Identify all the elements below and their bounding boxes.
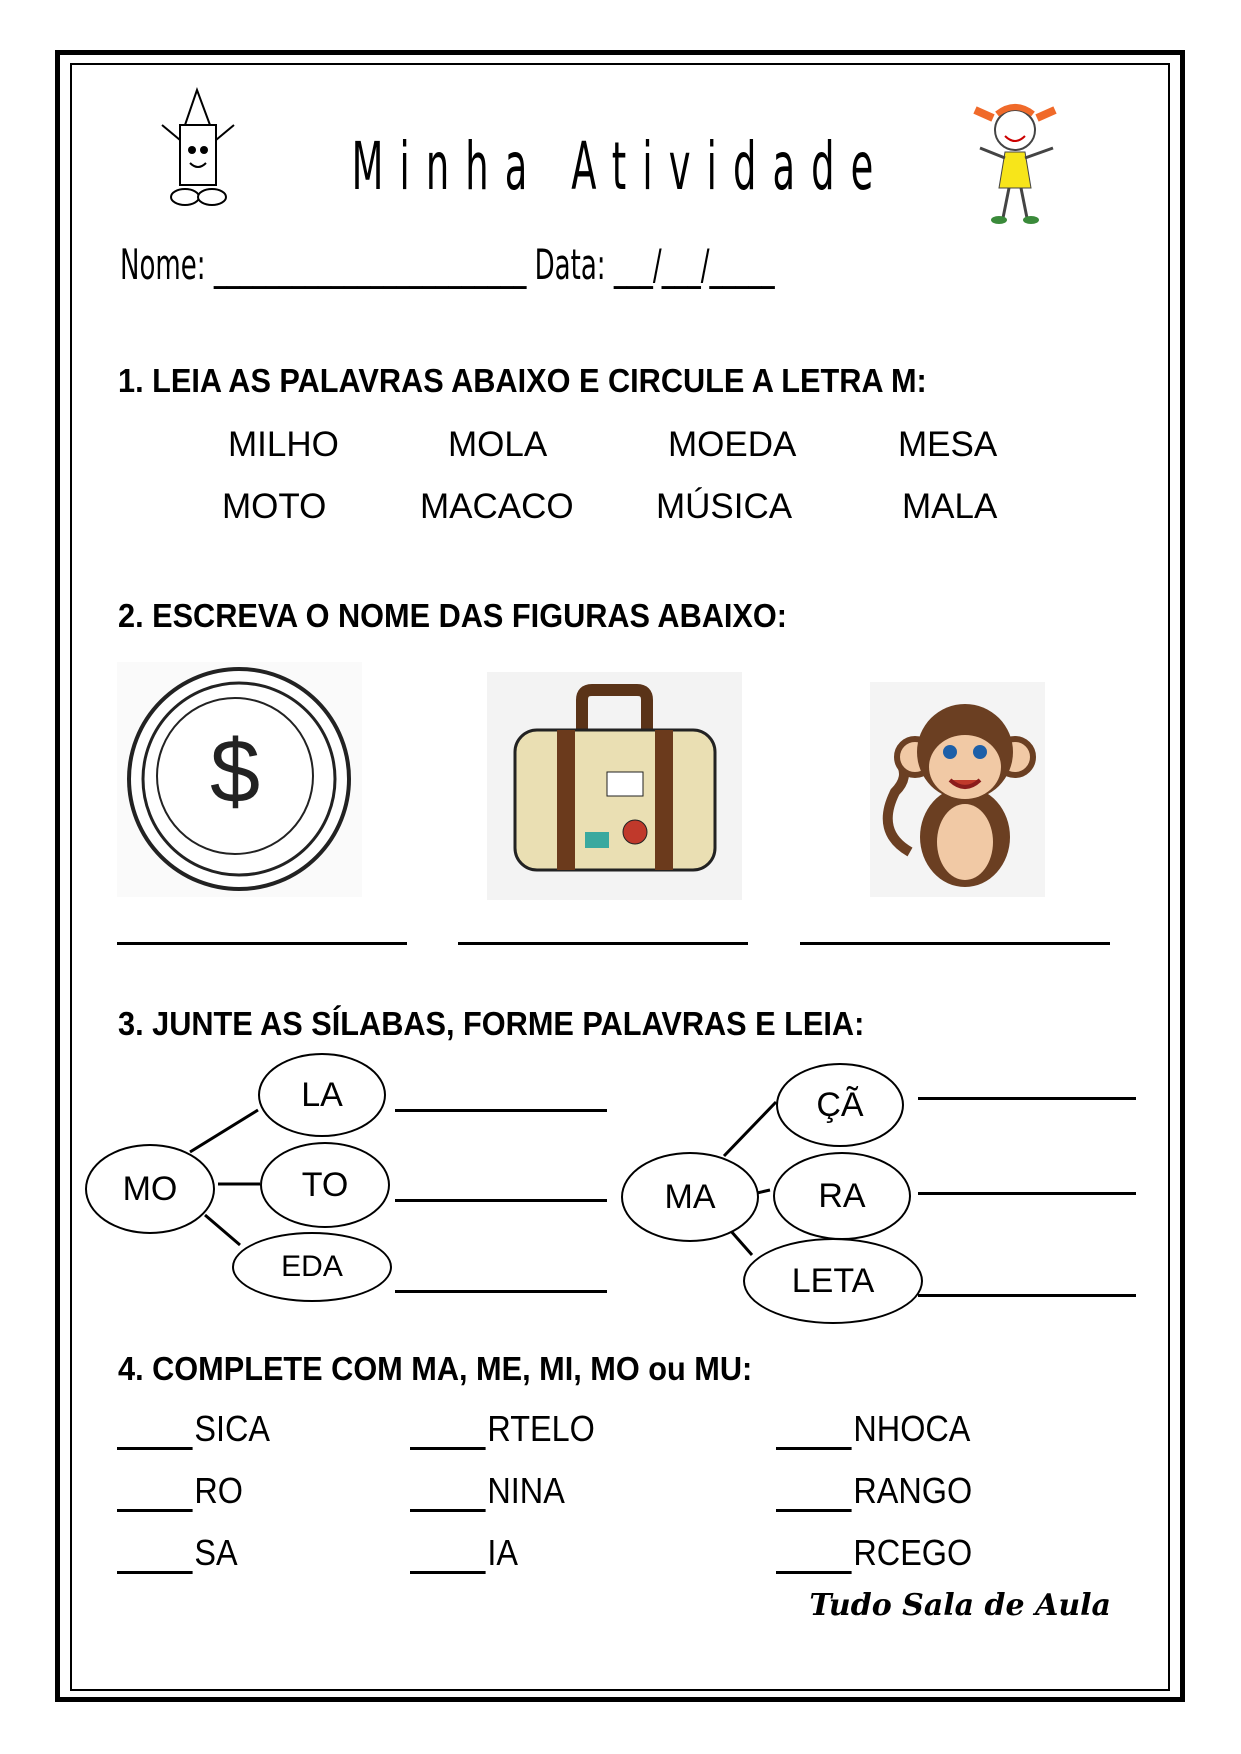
word-item[interactable]: MESA	[898, 425, 998, 464]
syllable-root-ma[interactable]: MA	[621, 1152, 759, 1242]
name-field[interactable]: ________________________	[213, 240, 527, 289]
syllable-branch-leta[interactable]: LETA	[743, 1238, 923, 1324]
answer-line-maleta[interactable]	[918, 1294, 1136, 1297]
word-item[interactable]: MOLA	[448, 425, 548, 464]
fill-blank[interactable]	[410, 1535, 486, 1574]
answer-line-mola[interactable]	[395, 1109, 607, 1112]
section1-heading: 1. LEIA AS PALAVRAS ABAIXO E CIRCULE A LETRA M:	[118, 362, 927, 399]
word-item[interactable]: MILHO	[228, 425, 339, 464]
date-label: Data:	[534, 240, 606, 289]
fill-blank[interactable]	[776, 1411, 852, 1450]
syllable-branch-eda[interactable]: EDA	[232, 1232, 392, 1302]
fill-blank[interactable]	[117, 1473, 193, 1512]
fill-item[interactable]: RCEGO	[776, 1532, 972, 1574]
section3-heading: 3. JUNTE AS SÍLABAS, FORME PALAVRAS E LEIA:	[118, 1005, 865, 1042]
answer-line-moeda[interactable]	[395, 1290, 607, 1293]
page-title: Minha Atividade	[351, 128, 890, 205]
word-item[interactable]: MALA	[902, 487, 998, 526]
fill-item[interactable]: RTELO	[410, 1408, 595, 1450]
fill-item[interactable]: NINA	[410, 1470, 565, 1512]
fill-blank[interactable]	[410, 1473, 486, 1512]
fill-item[interactable]: SICA	[117, 1408, 270, 1450]
syllable-root-mo[interactable]: MO	[85, 1144, 215, 1234]
fill-item[interactable]: RO	[117, 1470, 243, 1512]
date-field[interactable]: ___/___/_____	[613, 240, 775, 289]
fill-item[interactable]: RANGO	[776, 1470, 972, 1512]
fill-item[interactable]: SA	[117, 1532, 238, 1574]
name-label: Nome:	[120, 240, 206, 289]
word-item[interactable]: MÚSICA	[656, 487, 793, 526]
syllable-branch-ca[interactable]: ÇÃ	[776, 1063, 904, 1147]
word-item[interactable]: MOTO	[222, 487, 327, 526]
fill-blank[interactable]	[117, 1535, 193, 1574]
section2-heading: 2. ESCREVA O NOME DAS FIGURAS ABAIXO:	[118, 597, 788, 634]
fill-item[interactable]: NHOCA	[776, 1408, 970, 1450]
answer-line-moto[interactable]	[395, 1199, 607, 1202]
syllable-branch-ra[interactable]: RA	[773, 1152, 911, 1240]
syllable-branch-to[interactable]: TO	[260, 1142, 390, 1228]
svg-text:$: $	[209, 722, 261, 822]
syllable-branch-la[interactable]: LA	[258, 1053, 386, 1137]
fill-blank[interactable]	[117, 1411, 193, 1450]
fill-blank[interactable]	[776, 1473, 852, 1512]
answer-line-macaca[interactable]	[918, 1097, 1136, 1100]
signature: Tudo Sala de Aula	[809, 1588, 1111, 1623]
word-item[interactable]: MACACO	[420, 487, 574, 526]
fill-blank[interactable]	[410, 1411, 486, 1450]
fill-item[interactable]: IA	[410, 1532, 518, 1574]
fill-blank[interactable]	[776, 1535, 852, 1574]
word-item[interactable]: MOEDA	[668, 425, 797, 464]
answer-line-marra[interactable]	[918, 1192, 1136, 1195]
section4-heading: 4. COMPLETE COM MA, ME, MI, MO ou MU:	[118, 1350, 753, 1387]
